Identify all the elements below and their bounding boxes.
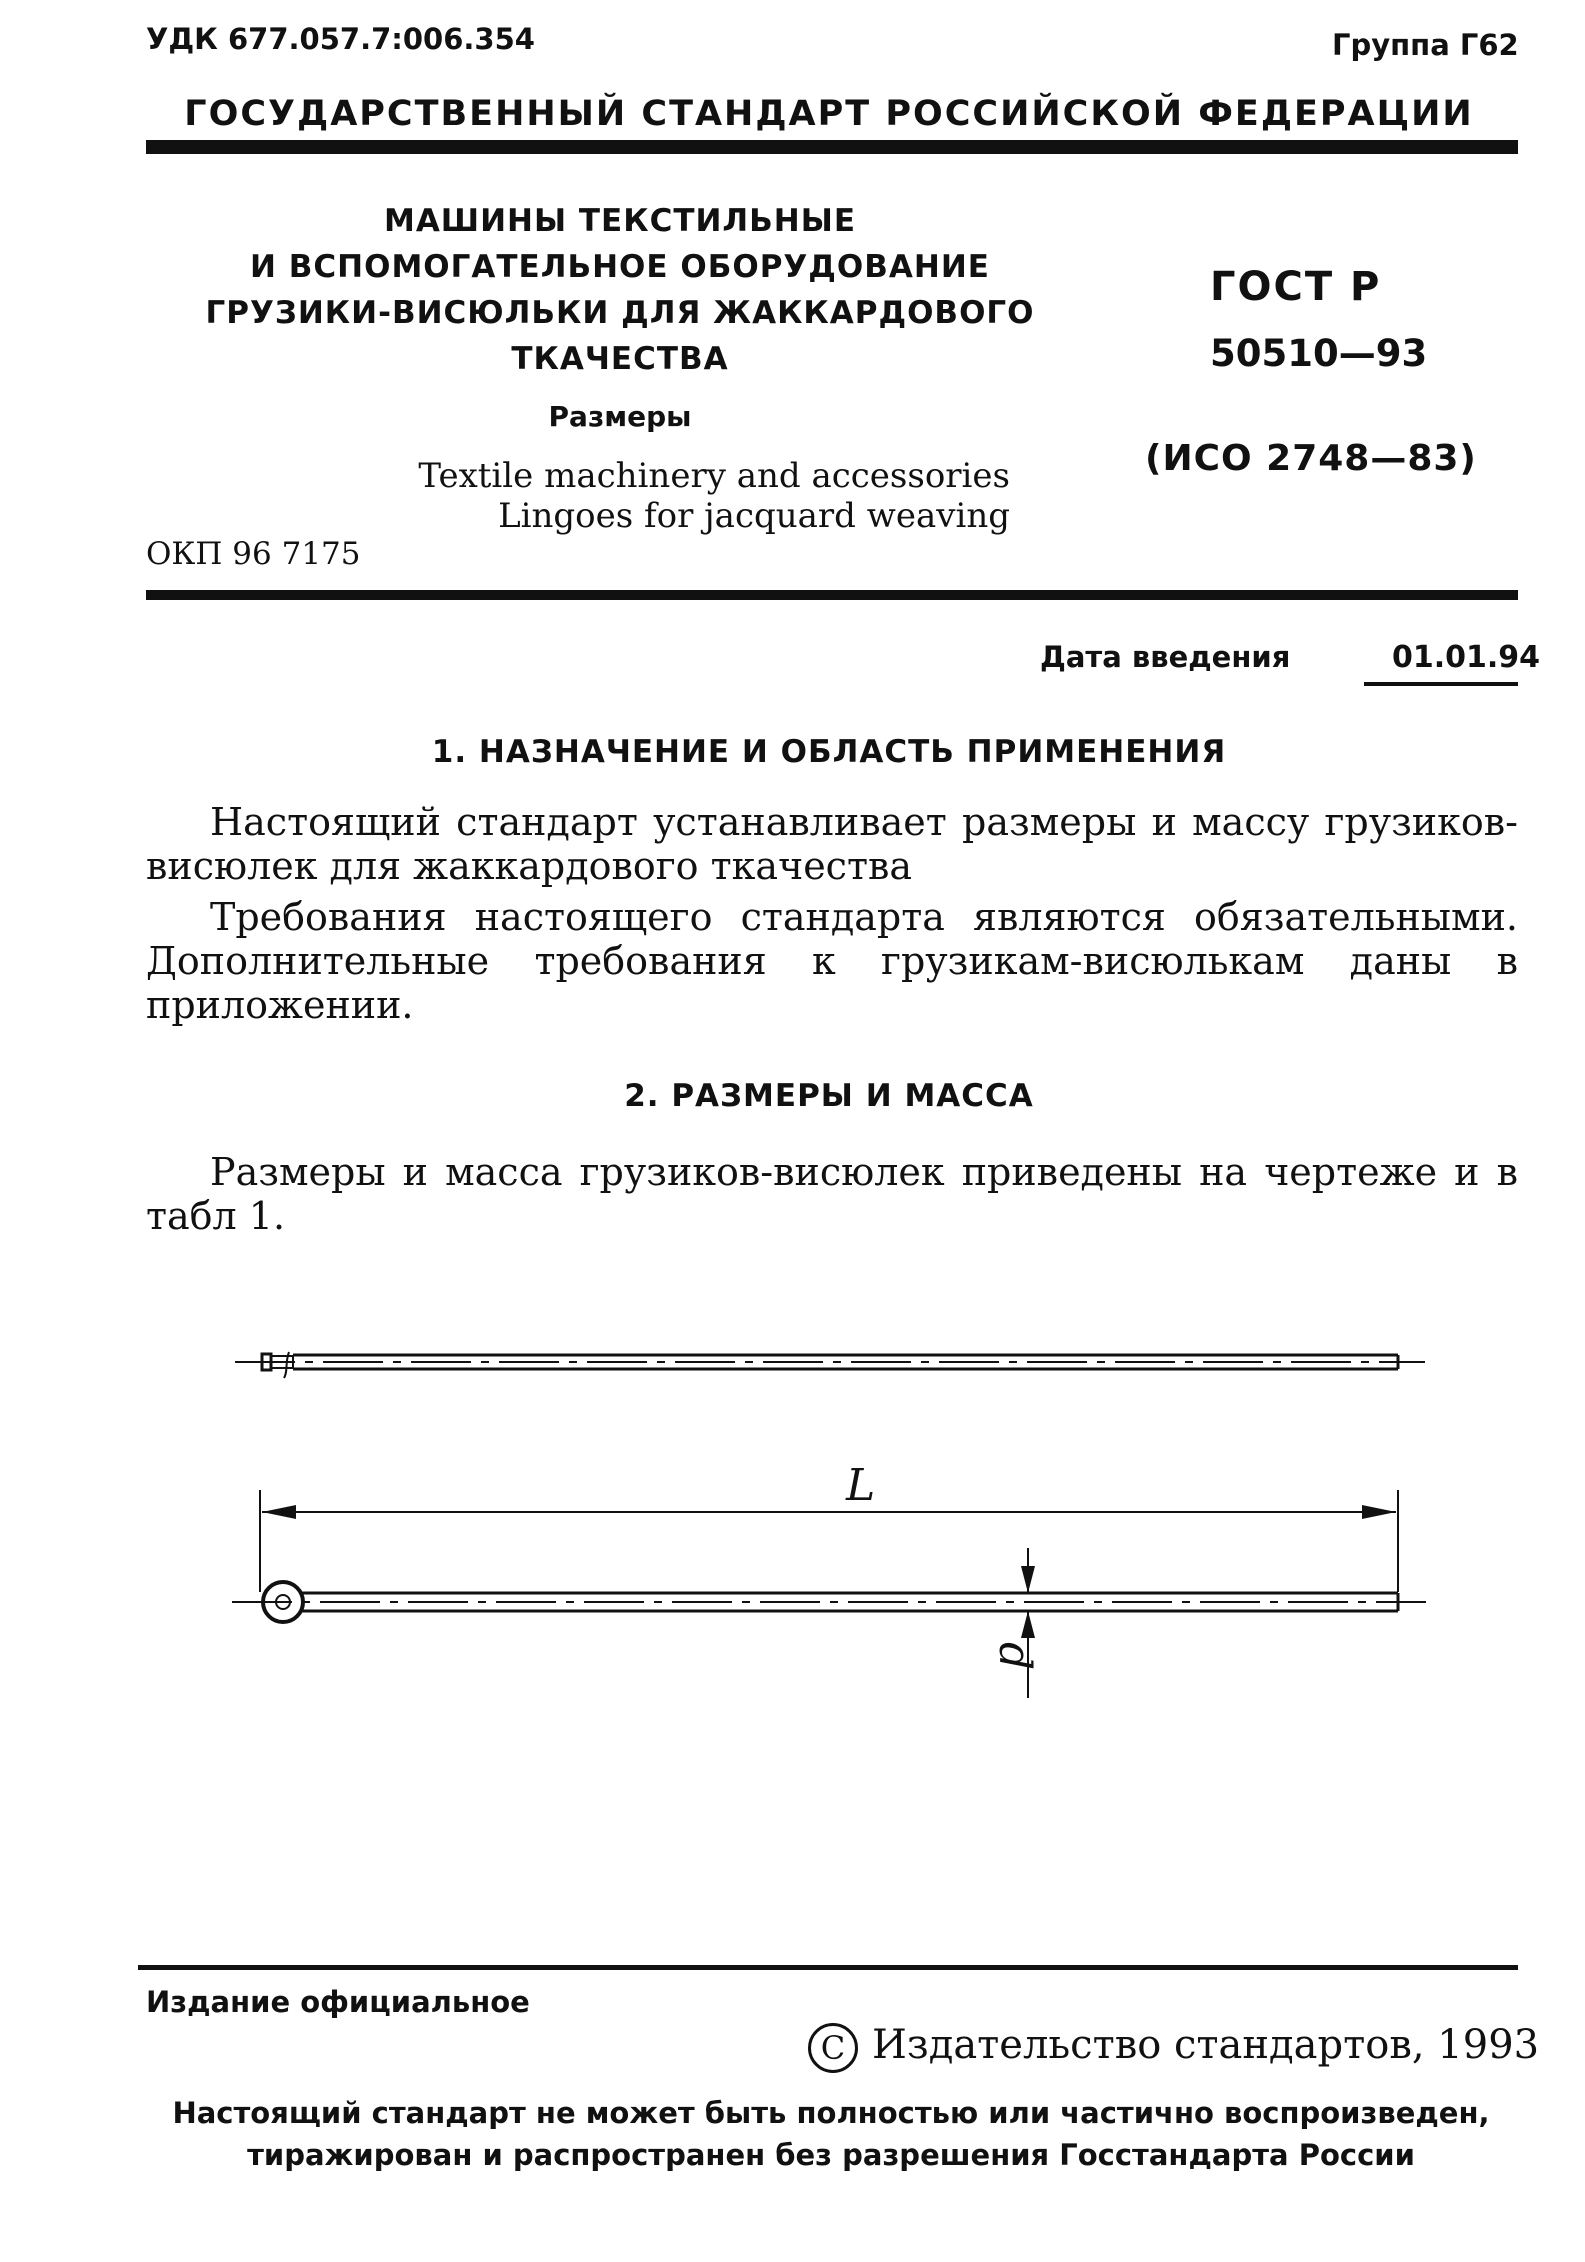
standard-header-title: ГОСУДАРСТВЕННЫЙ СТАНДАРТ РОССИЙСКОЙ ФЕДЕРАЦИИ (184, 94, 1474, 134)
lingo-side-view (232, 1582, 1426, 1622)
section-2-heading: 2. РАЗМЕРЫ И МАССА (624, 1078, 1034, 1114)
title-line: МАШИНЫ ТЕКСТИЛЬНЫЕ (383, 203, 857, 239)
date-underline (1364, 682, 1518, 686)
date-value: 01.01.94 (1392, 640, 1541, 675)
copyright (808, 2022, 1539, 2073)
okp-code: ОКП 96 7175 (146, 536, 361, 572)
udk-code: УДК 677.057.7:006.354 (146, 22, 535, 56)
arrow-down (1021, 1566, 1035, 1593)
english-title-line: Lingoes for jacquard weaving (498, 496, 1010, 536)
title-line: ТКАЧЕСТВА (511, 341, 729, 377)
arrow-right (1362, 1505, 1396, 1519)
english-title (150, 456, 1010, 536)
section-1-paragraph-2: Требования настоящего стандарта являются обязательными. Дополнительные требования к грузикам-висюлькам даны в приложении. (146, 895, 1518, 1027)
length-label: L (846, 1460, 876, 1511)
title-line: И ВСПОМОГАТЕЛЬНОЕ ОБОРУДОВАНИЕ (250, 249, 990, 285)
section-1-paragraph-1: Настоящий стандарт устанавливает размеры и массу грузиков-висюлек для жаккардового ткачества (146, 800, 1518, 888)
group-code: Группа Г62 (1332, 28, 1519, 62)
gost-number: 50510—93 (1210, 332, 1428, 375)
dimension-length (260, 1490, 1398, 1592)
footer-rule (138, 1965, 1518, 1970)
title-line: ГРУЗИКИ-ВИСЮЛЬКИ ДЛЯ ЖАККАРДОВОГО (205, 295, 1035, 331)
lingo-drawing (0, 1300, 1585, 1760)
arrow-left (262, 1505, 296, 1519)
edition-label: Издание официальное (146, 1985, 530, 2019)
copyright-mark: C (808, 2023, 858, 2073)
date-label: Дата введения (1040, 640, 1291, 674)
copyright-text: Издательство стандартов, 1993 (872, 2022, 1540, 2068)
header-rule (146, 140, 1518, 154)
reproduction-notice (146, 2092, 1516, 2176)
notice-line: тиражирован и распространен без разрешения Госстандарта России (247, 2138, 1415, 2172)
section-2-paragraph: Размеры и масса грузиков-висюлек приведены на чертеже и в табл 1. (146, 1150, 1518, 1238)
gost-label: ГОСТ Р (1210, 264, 1382, 310)
section-1-heading: 1. НАЗНАЧЕНИЕ И ОБЛАСТЬ ПРИМЕНЕНИЯ (431, 734, 1227, 770)
english-title-line: Textile machinery and accessories (418, 456, 1010, 496)
document-subtitle: Размеры (548, 400, 692, 433)
iso-reference: (ИСО 2748—83) (1145, 438, 1477, 479)
lingo-top-view (235, 1352, 1425, 1378)
dimension-diameter (1021, 1548, 1035, 1698)
document-title (150, 198, 1090, 382)
diameter-label: d (989, 1642, 1040, 1671)
title-block-rule (146, 590, 1518, 600)
arrow-up (1021, 1611, 1035, 1638)
notice-line: Настоящий стандарт не может быть полностью или частично воспроизведен, (172, 2096, 1490, 2130)
